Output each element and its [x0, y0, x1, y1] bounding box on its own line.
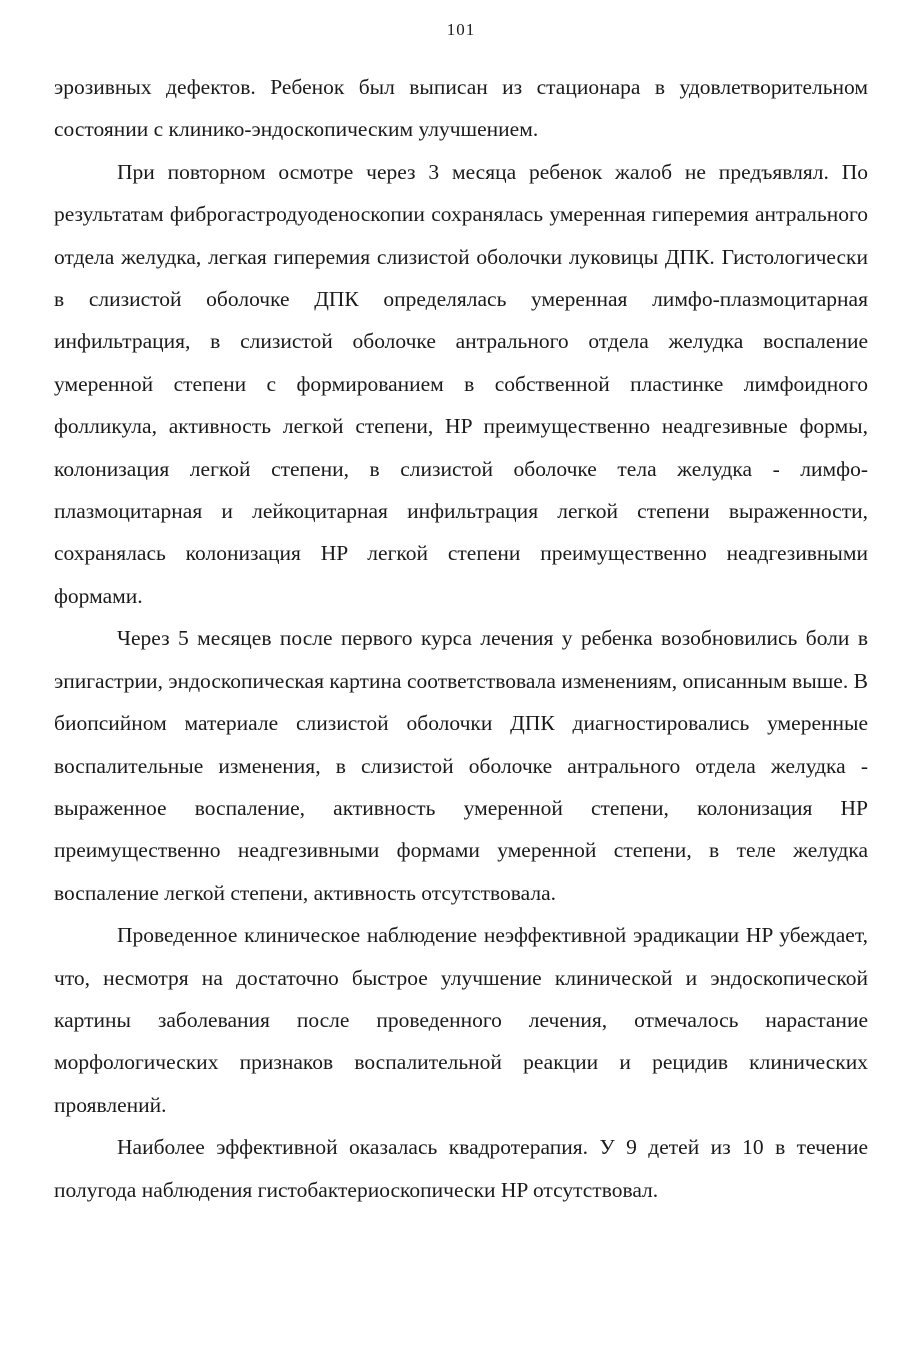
paragraph-follow-up-exam: При повторном осмотре через 3 месяца ребенок жалоб не предъявлял. По результатам фиброгастродуоденоскопии сохранялась умеренная гиперемия антрального отдела желудка, легкая гиперемия слизистой оболочки луковицы ДПК. Гистологически в слизистой оболочке ДПК определялась умеренная лимфо-плазмоцитарная инфильтрация, в слизистой оболочке антрального отдела желудка воспаление умеренной степени с формированием в собственной пластинке лимфоидного фолликула, активность легкой степени, HP преимущественно неадгезивные формы, колонизация легкой степени, в слизистой оболочке тела желудка - лимфо-плазмоцитарная и лейкоцитарная инфильтрация легкой степени выраженности, сохранялась колонизация HP легкой степени преимущественно неадгезивными формами. — [54, 159, 868, 608]
paragraph-observation-conclusion: Проведенное клиническое наблюдение неэффективной эрадикации HP убеждает, что, несмотря на достаточно быстрое улучшение клинической и эндоскопической картины заболевания после проведенного лечения, отмечалось нарастание морфологических признаков воспалительной реакции и рецидив клинических проявлений. — [54, 923, 868, 1117]
paragraph-continuation: эрозивных дефектов. Ребенок был выписан из стационара в удовлетворительном состоянии с клинико-эндоскопическим улучшением. — [54, 75, 868, 142]
paragraph-relapse: Через 5 месяцев после первого курса лечения у ребенка возобновились боли в эпигастрии, эндоскопическая картина соответствовала изменениям, описанным выше. В биопсийном материале слизистой оболочки ДПК диагностировались умеренные воспалительные изменения, в слизистой оболочке антрального отдела желудка - выраженное воспаление, активность умеренной степени, колонизация HP преимущественно неадгезивными формами умеренной степени, в теле желудка воспаление легкой степени, активность отсутствовала. — [54, 626, 868, 905]
page-number: 101 — [446, 20, 476, 39]
document-body — [54, 66, 868, 1211]
paragraph-quadrotherapy: Наиболее эффективной оказалась квадротерапия. У 9 детей из 10 в течение полугода наблюдения гистобактериоскопически HP отсутствовал. — [54, 1135, 868, 1202]
